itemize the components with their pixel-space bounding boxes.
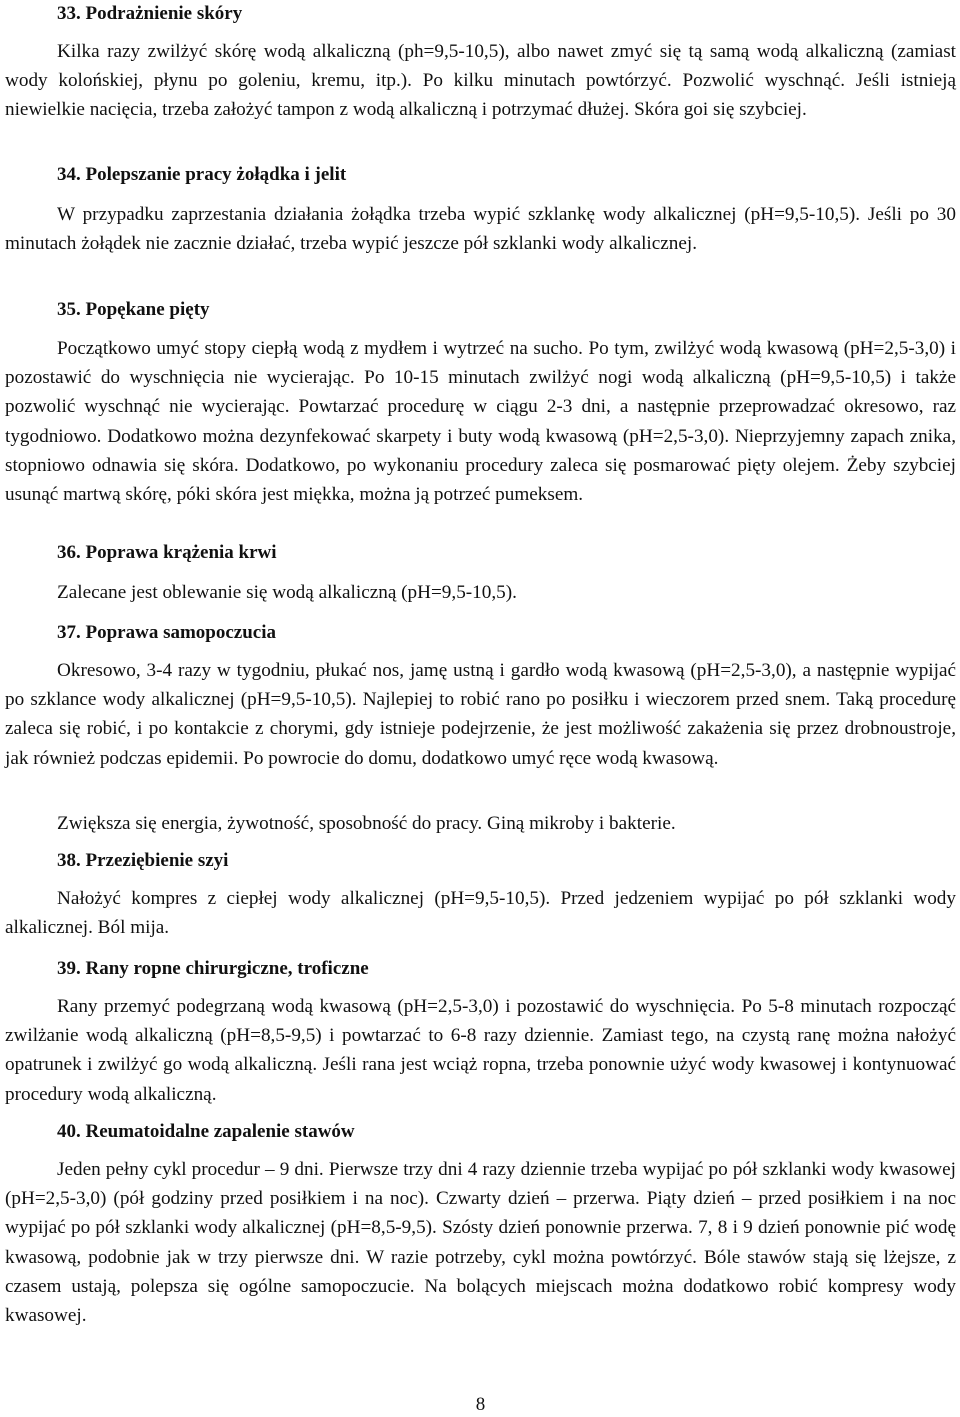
section-heading-35: 35. Popękane pięty xyxy=(57,299,210,320)
section-heading-34: 34. Polepszanie pracy żołądka i jelit xyxy=(57,164,347,185)
section-34-paragraph: W przypadku zaprzestania działania żołądka trzeba wypić szklankę wody alkalicznej (pH=9,5-10,5). Jeśli po 30 minutach żołądek nie zacznie działać, trzeba wypić jeszcze pół szklanki wody alkalicznej. xyxy=(5,204,956,255)
section-heading-37: 37. Poprawa samopoczucia xyxy=(57,622,277,643)
page-number: 8 xyxy=(475,1394,486,1415)
section-heading-33: 33. Podrażnienie skóry xyxy=(57,3,243,24)
section-37-paragraph-2: Zwiększa się energia, żywotność, sposobność do pracy. Giną mikroby i bakterie. xyxy=(57,813,676,834)
section-heading-38: 38. Przeziębienie szyi xyxy=(57,850,229,871)
section-33-paragraph: Kilka razy zwilżyć skórę wodą alkaliczną (ph=9,5-10,5), albo nawet zmyć się tą samą wodą alkaliczną (zamiast wody kolońskiej, płynu po goleniu, kremu, itp.). Po kilku minutach powtórzyć. Pozwolić wyschnąć. Jeśli istnieją niewielkie nacięcia, trzeba założyć tampon z wodą alkaliczną i potrzymać dłużej. Skóra goi się szybciej. xyxy=(5,41,956,121)
section-heading-40: 40. Reumatoidalne zapalenie stawów xyxy=(57,1121,355,1142)
section-heading-36: 36. Poprawa krążenia krwi xyxy=(57,542,277,563)
section-35-paragraph: Początkowo umyć stopy ciepłą wodą z mydłem i wytrzeć na sucho. Po tym, zwilżyć wodą kwasową (pH=2,5-3,0) i pozostawić do wyschnięcia nie wycierając. Po 10-15 minutach zwilżyć nogi wodą alkaliczną (pH=9,5-10,5) i także pozwolić wyschnąć nie wycierając. Powtarzać procedurę w ciągu 2-3 dni, a następnie przeprowadzać okresowo, raz tygodniowo. Dodatkowo można dezynfekować skarpety i buty wodą kwasową (pH=2,5-3,0). Nieprzyjemny zapach znika, stopniowo odnawia się skóra. Dodatkowo, po wykonaniu procedury zaleca się posmarować pięty olejem. Żeby szybciej usunąć martwą skórę, póki skóra jest miękka, można ją potrzeć pumeksem. xyxy=(5,338,956,506)
section-40-paragraph: Jeden pełny cykl procedur – 9 dni. Pierwsze trzy dni 4 razy dziennie trzeba wypijać po pół szklanki wody kwasowej (pH=2,5-3,0) (pół godziny przed posiłkiem i na noc). Czwarty dzień – przerwa. Piąty dzień – przed posiłkiem i na noc wypijać po pół szklanki wody alkalicznej (pH=8,5-9,5). Szósty dzień ponownie przerwa. 7, 8 i 9 dzień ponownie pić wodę kwasową, podobnie jak w trzy pierwsze dni. W razie potrzeby, cykl można powtórzyć. Bóle stawów stają się lżejsze, z czasem ustają, polepsza się ogólne samopoczucie. Na bolących miejscach można dodatkowo robić kompresy wody kwasowej. xyxy=(5,1159,956,1327)
section-38-paragraph: Nałożyć kompres z ciepłej wody alkalicznej (pH=9,5-10,5). Przed jedzeniem wypijać po pół szklanki wody alkalicznej. Ból mija. xyxy=(5,888,956,939)
section-heading-39: 39. Rany ropne chirurgiczne, troficzne xyxy=(57,958,369,979)
section-36-paragraph: Zalecane jest oblewanie się wodą alkaliczną (pH=9,5-10,5). xyxy=(57,582,517,603)
section-37-paragraph-1: Okresowo, 3-4 razy w tygodniu, płukać nos, jamę ustną i gardło wodą kwasową (pH=2,5-3,0), a następnie wypijać po szklance wody alkalicznej (pH=9,5-10,5). Najlepiej to robić rano po posiłku i wieczorem przed snem. Taką procedurę zaleca się robić, i po kontakcie z chorymi, gdy istnieje podejrzenie, że jest możliwość zakażenia się przez drobnoustroje, jak również podczas epidemii. Po powrocie do domu, dodatkowo umyć ręce wodą kwasową. xyxy=(5,660,956,769)
section-39-paragraph: Rany przemyć podegrzaną wodą kwasową (pH=2,5-3,0) i pozostawić do wyschnięcia. Po 5-8 minutach rozpocząć zwilżanie wodą alkaliczną (pH=8,5-9,5) i powtarzać to 6-8 razy dziennie. Zamiast tego, na czystą ranę można nałożyć opatrunek i zwilżyć go wodą alkaliczną. Jeśli rana jest wciąż ropna, trzeba ponownie użyć wody kwasowej i kontynuować procedury wodą alkaliczną. xyxy=(5,996,956,1105)
